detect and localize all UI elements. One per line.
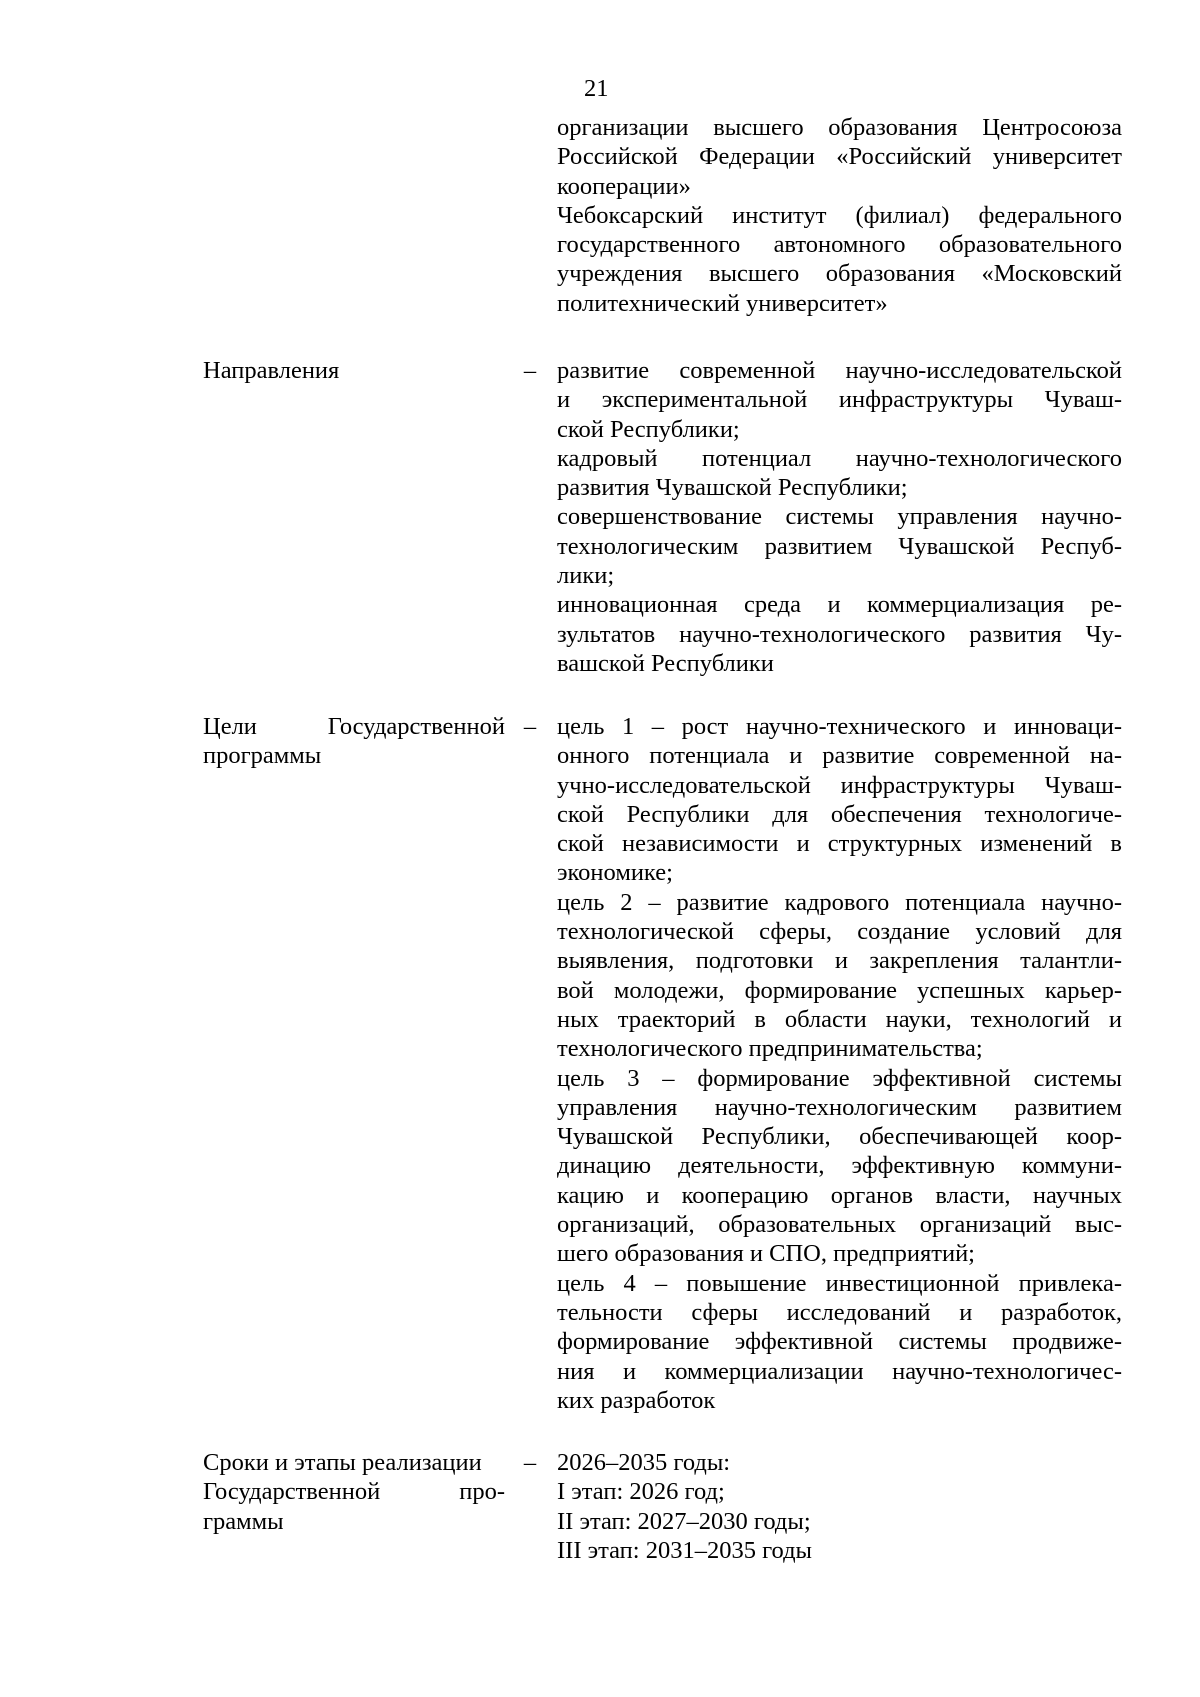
text-line: динацию деятельности, эффективную коммуни- [557, 1152, 1122, 1180]
section-label-directions: Направления [203, 357, 340, 384]
text-line: кооперации» [557, 172, 691, 200]
text-line: технологической сферы, создание условий для [557, 918, 1122, 946]
text-line: Чебоксарский институт (филиал) федерального [557, 201, 1122, 229]
text-line: вой молодежи, формирование успешных карьер- [557, 976, 1122, 1004]
text-line: организации высшего образования Центросоюза [557, 114, 1122, 141]
text-line: учно-исследовательской инфраструктуры Чуваш- [557, 771, 1122, 799]
section-content-goals [557, 712, 1122, 1415]
text-line: ской Республики для обеспечения технологиче- [557, 800, 1122, 828]
text-line: кадровый потенциал научно-технологического [557, 444, 1122, 472]
section-content-timeline [557, 1448, 1122, 1565]
text-line: II этап: 2027–2030 годы; [557, 1507, 811, 1535]
text-line: вашской Республики [557, 649, 774, 677]
text-line: лики; [557, 562, 615, 590]
text-line: I этап: 2026 год; [557, 1478, 725, 1506]
text-line: онного потенциала и развитие современной на- [557, 742, 1122, 770]
text-line: Чувашской Республики, обеспечивающей коор- [557, 1123, 1122, 1151]
text-line: формирование эффективной системы продвиже- [557, 1328, 1122, 1356]
section-dash: – [523, 713, 537, 740]
top-block [557, 113, 1122, 318]
text-line: Российской Федерации «Российский университет [557, 143, 1122, 171]
section-content-directions [557, 356, 1122, 678]
text-line: зультатов научно-технологического развития Чу- [557, 620, 1122, 648]
text-line: управления научно-технологическим развитием [557, 1093, 1122, 1121]
text-line: развитие современной научно-исследовательской [557, 357, 1122, 384]
text-line: цель 3 – формирование эффективной системы [557, 1064, 1122, 1092]
text-line: ния и коммерциализации научно-технологичес- [557, 1357, 1122, 1385]
text-line: политехнический университет» [557, 289, 888, 317]
text-line: государственного автономного образовательного [557, 231, 1122, 259]
text-line: цель 1 – рост научно-технического и инноваци- [557, 713, 1122, 740]
text-line: развития Чувашской Республики; [557, 474, 908, 502]
section-label-timeline: Сроки и этапы реализации Государственной про- граммы [203, 1449, 505, 1535]
text-line: шего образования и СПО, предприятий; [557, 1240, 975, 1268]
text-line: экономике; [557, 859, 673, 887]
text-line: тельности сферы исследований и разработок, [557, 1298, 1122, 1326]
text-line: ных траекторий в области науки, технологий и [557, 1005, 1122, 1033]
text-line: ких разработок [557, 1386, 716, 1414]
section-dash: – [523, 357, 537, 384]
text-line: ской Республики; [557, 415, 740, 443]
page-number: 21 [584, 75, 609, 102]
text-line: организаций, образовательных организаций выс- [557, 1211, 1122, 1239]
text-line: кацию и кооперацию органов власти, научных [557, 1181, 1122, 1209]
text-line: цель 2 – развитие кадрового потенциала научно- [557, 888, 1122, 916]
text-line: цель 4 – повышение инвестиционной привлека- [557, 1269, 1122, 1297]
section-label-goals: Цели Государственной программы [203, 713, 505, 770]
text-line: инновационная среда и коммерциализация ре- [557, 591, 1122, 619]
text-line: III этап: 2031–2035 годы [557, 1536, 813, 1564]
section-dash: – [523, 1449, 537, 1476]
text-line: и экспериментальной инфраструктуры Чуваш- [557, 386, 1122, 414]
text-line: учреждения высшего образования «Московский [557, 260, 1122, 288]
text-line: ской независимости и структурных изменений в [557, 830, 1122, 858]
text-line: выявления, подготовки и закрепления талантли- [557, 947, 1122, 975]
text-line: совершенствование системы управления научно- [557, 503, 1122, 531]
text-line: 2026–2035 годы: [557, 1449, 731, 1476]
text-line: технологического предпринимательства; [557, 1035, 983, 1063]
text-line: технологическим развитием Чувашской Респуб- [557, 532, 1122, 560]
